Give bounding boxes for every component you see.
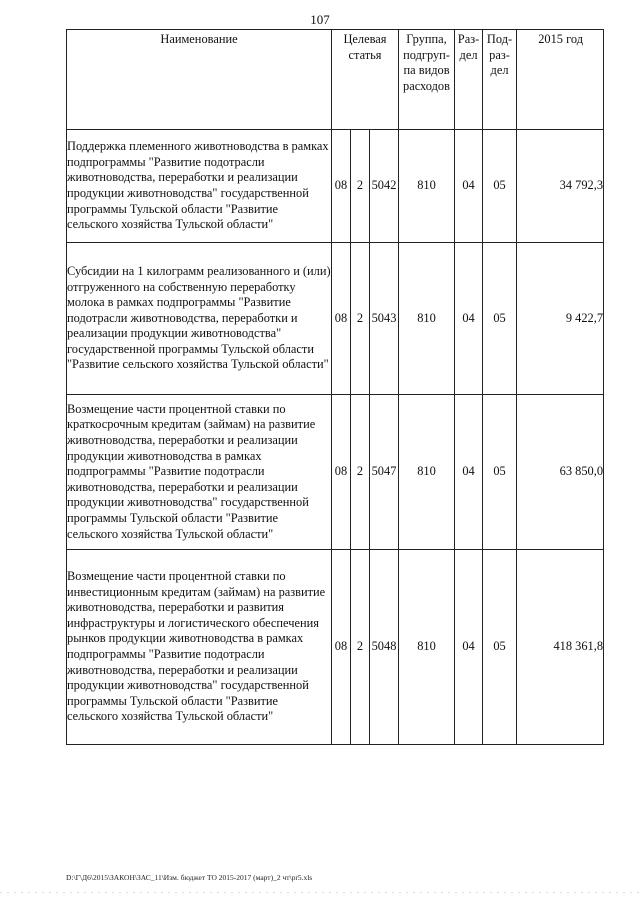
- row-subsection: 05: [483, 130, 517, 243]
- row-code-article: 5042: [370, 130, 399, 243]
- header-name-label: Наименование: [160, 32, 238, 46]
- row-expense-group: 810: [399, 130, 455, 243]
- row-section: 04: [455, 243, 483, 395]
- row-subsection: 05: [483, 550, 517, 745]
- row-name: Возмещение части процентной ставки по инвестиционным кредитам (займам) на развитие животноводства, переработки и развития инфраструктуры и логистического обеспечения рынков продукции животноводства в рамках подпрограммы "Развитие подотрасли животноводства, переработки и реализации продукции животноводства" государственной программы Тульской области "Развитие сельского хозяйства Тульской области": [67, 550, 332, 745]
- row-code-article: 5047: [370, 395, 399, 550]
- table-row: [67, 395, 604, 550]
- budget-table: [66, 29, 604, 745]
- row-amount: 34 792,3: [517, 130, 604, 243]
- header-subsection-label: Под-раз-дел: [486, 32, 513, 78]
- row-code-subprogram: 2: [351, 550, 370, 745]
- row-code-subprogram: 2: [351, 243, 370, 395]
- header-year-label: 2015 год: [538, 32, 584, 46]
- row-code-article: 5048: [370, 550, 399, 745]
- page-number: 107: [310, 12, 330, 27]
- scan-artifact-line: [0, 892, 640, 893]
- footer-file-path: D:\Г\Д6\2015\ЗАКОН\ЗАС_11\Изм. бюджет ТО 2015-2017 (март)_2 чт\pr5.xls: [66, 873, 313, 882]
- row-expense-group: 810: [399, 550, 455, 745]
- row-name: Возмещение части процентной ставки по краткосрочным кредитам (займам) на развитие животноводства, переработки и реализации продукции животноводства в рамках подпрограммы "Развитие подотрасли животноводства, переработки и реализации продукции животноводства" государственной программы Тульской области "Развитие сельского хозяйства Тульской области": [67, 395, 332, 550]
- row-name: Поддержка племенного животноводства в рамках подпрограммы "Развитие подотрасли животноводства, переработки и реализации продукции животноводства" государственной программы Тульской области "Развитие сельского хозяйства Тульской области": [67, 130, 332, 243]
- row-code-subprogram: 2: [351, 395, 370, 550]
- header-year: [517, 30, 604, 130]
- table-row: [67, 550, 604, 745]
- row-section: 04: [455, 395, 483, 550]
- header-subsection: [483, 30, 517, 130]
- header-section: [455, 30, 483, 130]
- row-expense-group: 810: [399, 243, 455, 395]
- header-target-article: [332, 30, 399, 130]
- row-subsection: 05: [483, 395, 517, 550]
- header-target-article-label: Целевая статья: [343, 32, 387, 62]
- row-section: 04: [455, 130, 483, 243]
- row-code-subprogram: 2: [351, 130, 370, 243]
- header-name: [67, 30, 332, 130]
- row-amount: 9 422,7: [517, 243, 604, 395]
- row-subsection: 05: [483, 243, 517, 395]
- table-row: [67, 130, 604, 243]
- table-row: [67, 243, 604, 395]
- row-code-article: 5043: [370, 243, 399, 395]
- header-expense-group-label: Группа, подгруп-па видов расходов: [403, 32, 450, 93]
- row-code-program: 08: [332, 395, 351, 550]
- row-amount: 63 850,0: [517, 395, 604, 550]
- row-code-program: 08: [332, 550, 351, 745]
- row-expense-group: 810: [399, 395, 455, 550]
- row-code-program: 08: [332, 130, 351, 243]
- row-code-program: 08: [332, 243, 351, 395]
- table-header-row: [67, 30, 604, 130]
- header-section-label: Раз-дел: [457, 32, 480, 62]
- row-name: Субсидии на 1 килограмм реализованного и (или) отгруженного на собственную переработку молока в рамках подпрограммы "Развитие подотрасли животноводства, переработки и реализации продукции животноводства" государственной программы Тульской области "Развитие сельского хозяйства Тульской области": [67, 243, 332, 395]
- row-amount: 418 361,8: [517, 550, 604, 745]
- row-section: 04: [455, 550, 483, 745]
- header-expense-group: [399, 30, 455, 130]
